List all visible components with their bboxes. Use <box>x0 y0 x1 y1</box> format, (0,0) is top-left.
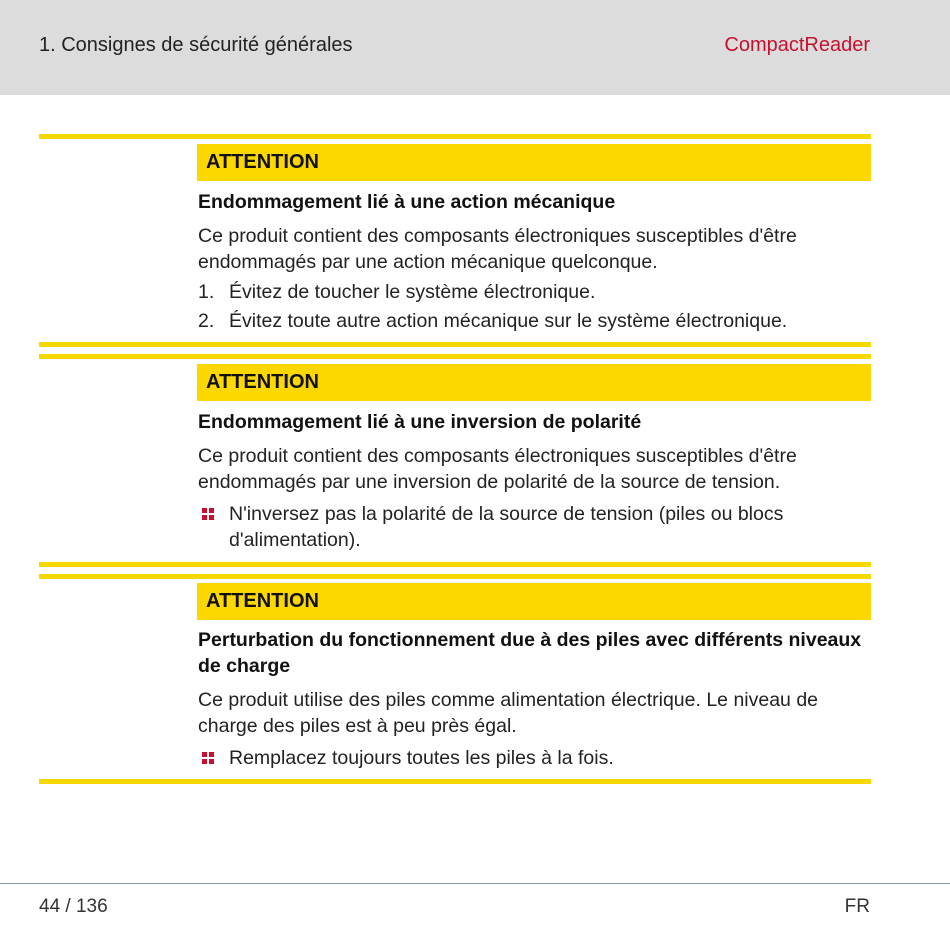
attention-label: ATTENTION <box>197 583 871 620</box>
step-number: 2. <box>198 310 215 332</box>
square-bullet-icon <box>202 752 215 765</box>
product-name: CompactReader <box>724 34 870 56</box>
bullet-text: Remplacez toujours toutes les piles à la fois. <box>229 747 614 769</box>
attention-label: ATTENTION <box>197 144 871 181</box>
footer-divider <box>0 883 950 884</box>
notice-bottom-rule <box>39 342 871 347</box>
section-title: 1. Consignes de sécurité générales <box>39 34 353 56</box>
notice-title: Endommagement lié à une inversion de polarité <box>198 411 642 433</box>
notice-title: Endommagement lié à une action mécanique <box>198 191 616 213</box>
notice-body: Ce produit utilise des piles comme alimentation électrique. Le niveau de charge des piles est à peu près égal. <box>198 689 819 737</box>
step-text: Évitez toute autre action mécanique sur le système électronique. <box>229 310 788 332</box>
notice-title: Perturbation du fonctionnement due à des piles avec différents niveaux de charge <box>198 629 862 677</box>
notice-bottom-rule <box>39 779 871 784</box>
notice-top-rule <box>39 134 871 139</box>
step-number: 1. <box>198 281 215 303</box>
notice-top-rule <box>39 574 871 579</box>
notice-body: Ce produit contient des composants électroniques susceptibles d'être endommagés par une inversion de polarité de la source de tension. <box>198 445 797 493</box>
square-bullet-icon <box>202 508 215 521</box>
notice-body: Ce produit contient des composants électroniques susceptibles d'être endommagés par une action mécanique quelconque. <box>198 225 797 273</box>
attention-label: ATTENTION <box>197 364 871 401</box>
page-header <box>0 0 950 95</box>
bullet-text: N'inversez pas la polarité de la source de tension (piles ou blocs d'alimentation). <box>229 503 784 551</box>
notice-top-rule <box>39 354 871 359</box>
notice-bottom-rule <box>39 562 871 567</box>
language-code: FR <box>844 896 870 917</box>
step-text: Évitez de toucher le système électronique. <box>229 281 596 303</box>
page-number: 44 / 136 <box>39 896 108 917</box>
